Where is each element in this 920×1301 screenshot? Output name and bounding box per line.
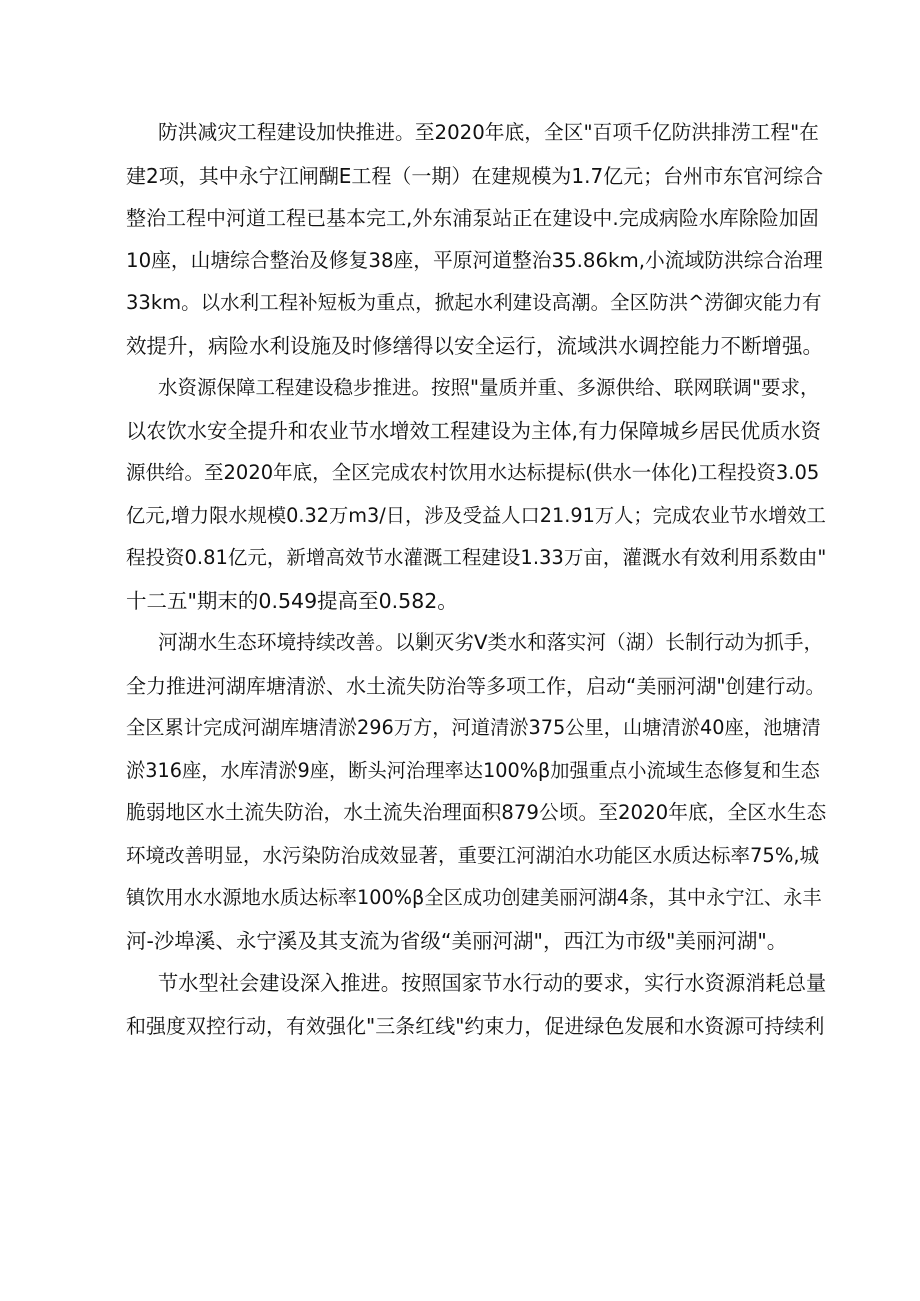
text-line: 河-沙埠溪、永宁溪及其支流为省级“美丽河湖"，西江为市级"美丽河湖"。 bbox=[126, 928, 788, 953]
text-line: 亿元,增力限水规模0.32万m3/日，涉及受益人口21.91万人；完成农业节水增效工 bbox=[126, 503, 826, 527]
text-line: 全区累计完成河湖库塘清淤296万方，河道清淤375公里，山塘清淤40座，池塘清 bbox=[126, 716, 821, 739]
text-line: 节水型社会建设深入推进。按照国家节水行动的要求，实行水资源消耗总量 bbox=[158, 971, 827, 995]
paragraph-water-supply bbox=[126, 367, 826, 622]
text-line: 十二五"期末的0.549提高至0.582。 bbox=[126, 588, 458, 613]
text-line: 脆弱地区水土流失防治，水土流失治理面积879公顷。至2020年底，全区水生态 bbox=[126, 801, 827, 824]
text-line: 整治工程中河道工程已基本完工,外东浦泵站正在建设中.完成病险水库除险加固 bbox=[126, 206, 819, 230]
text-line: 源供给。至2020年底，全区完成农村饮用水达标提标(供水一体化)工程投资3.05 bbox=[126, 461, 820, 484]
text-line: 全力推进河湖库塘清淤、水土流失防治等多项工作，启动“美丽河湖"创建行动。 bbox=[126, 673, 826, 698]
text-line: 程投资0.81亿元，新增高效节水灌溉工程建设1.33万亩，灌溉水有效利用系数由" bbox=[126, 546, 827, 569]
text-line: 33km。以水利工程补短板为重点，掀起水利建设高潮。全区防洪^涝御灾能力有 bbox=[126, 291, 822, 314]
text-line: 10座，山塘综合整治及修复38座，平原河道整治35.86km,小流域防洪综合治理 bbox=[126, 248, 823, 272]
text-line: 水资源保障工程建设稳步推进。按照"量质并重、多源供给、联网联调"要求， bbox=[158, 376, 820, 399]
text-line: 效提升，病险水利设施及时修缮得以安全运行，流域洪水调控能力不断增强。 bbox=[126, 333, 823, 358]
text-line: 和强度双控行动，有效强化"三条红线"约束力，促进绿色发展和水资源可持续利 bbox=[126, 1013, 825, 1038]
paragraph-water-saving bbox=[126, 962, 826, 1047]
text-line: 河湖水生态环境持续改善。以剿灭劣V类水和落实河（湖）长制行动为抓手， bbox=[158, 631, 824, 654]
paragraph-river-ecology bbox=[126, 622, 826, 962]
text-line: 镇饮用水水源地水质达标率100%β全区成功创建美丽河湖4条，其中永宁江、永丰 bbox=[126, 886, 822, 909]
document-body bbox=[126, 112, 826, 1047]
text-line: 防洪减灾工程建设加快推进。至2020年底，全区"百项千亿防洪排涝工程"在 bbox=[158, 121, 819, 144]
paragraph-flood-control bbox=[126, 112, 826, 367]
text-line: 以农饮水安全提升和农业节水增效工程建设为主体,有力保障城乡居民优质水资 bbox=[126, 418, 821, 443]
text-line: 环境改善明显，水污染防治成效显著，重要江河湖泊水功能区水质达标率75%,城 bbox=[126, 843, 820, 867]
text-line: 建2项，其中永宁江闸醐E工程（一期）在建规模为1.7亿元；台州市东官河综合 bbox=[126, 163, 824, 188]
text-line: 淤316座，水库清淤9座，断头河治理率达100%β加强重点小流域生态修复和生态 bbox=[126, 758, 820, 782]
